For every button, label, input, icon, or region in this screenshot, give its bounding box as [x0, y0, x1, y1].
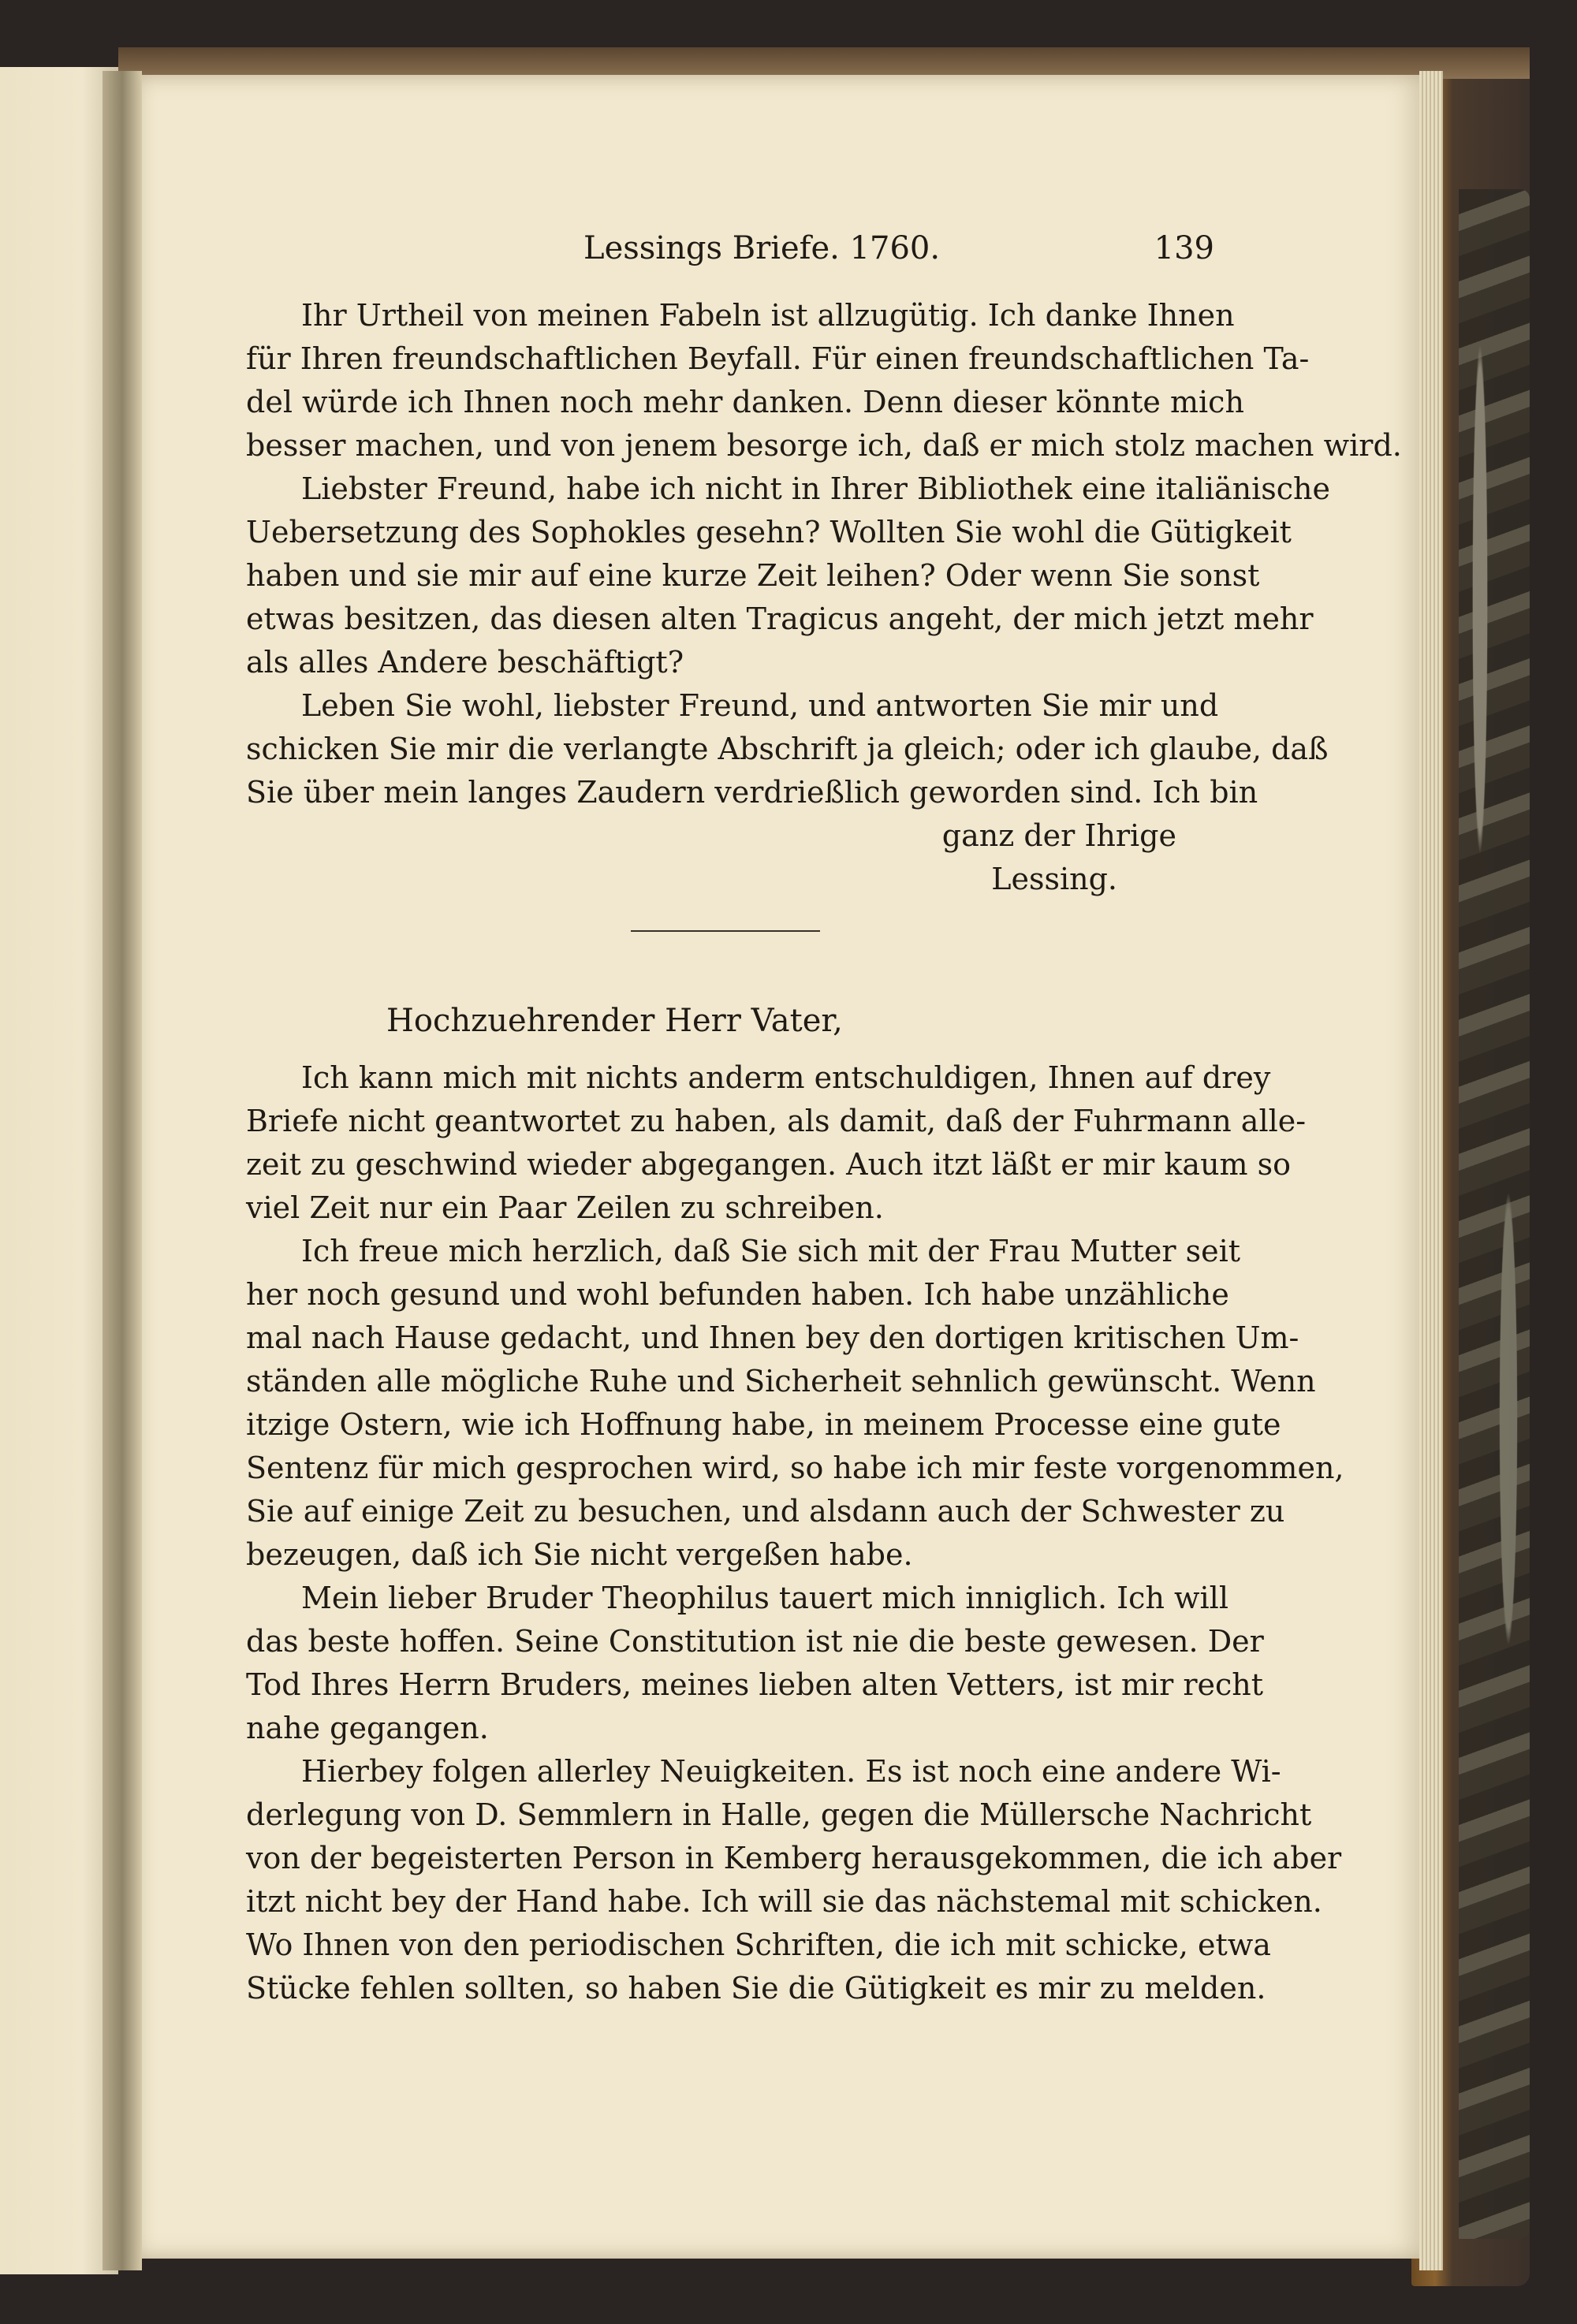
text-line: das beste hoffen. Seine Constitution ist nie die beste gewesen. Der: [246, 1624, 1264, 1659]
marbled-board: [1459, 189, 1530, 2239]
signature: Lessing.: [991, 862, 1117, 896]
text-line: Liebster Freund, habe ich nicht in Ihrer Bibliothek eine italiänische: [301, 471, 1331, 506]
gutter: [103, 71, 142, 2270]
text-line: Tod Ihres Herrn Bruders, meines lieben alten Vetters, ist mir recht: [246, 1667, 1264, 1702]
book-top-edge: [118, 47, 1530, 79]
page-edges: [1419, 71, 1443, 2270]
text-line: Briefe nicht geantwortet zu haben, als damit, daß der Fuhrmann alle-: [246, 1104, 1307, 1138]
separator-rule: [631, 930, 820, 932]
text-line: Ihr Urtheil von meinen Fabeln ist allzugütig. Ich danke Ihnen: [301, 298, 1235, 333]
text-line: für Ihren freundschaftlichen Beyfall. Für einen freundschaftlichen Ta-: [246, 341, 1310, 376]
salutation: Hochzuehrender Herr Vater,: [386, 1003, 843, 1039]
text-line: als alles Andere beschäftigt?: [246, 645, 684, 680]
text-line: mal nach Hause gedacht, und Ihnen bey den dortigen kritischen Um-: [246, 1320, 1299, 1355]
running-title: Lessings Briefe. 1760.: [583, 230, 941, 266]
closing: ganz der Ihrige: [941, 818, 1176, 853]
text-line: Leben Sie wohl, liebster Freund, und antworten Sie mir und: [301, 688, 1219, 723]
text-line: Sie über mein langes Zaudern verdrießlich geworden sind. Ich bin: [246, 775, 1258, 810]
text-line: del würde ich Ihnen noch mehr danken. Denn dieser könnte mich: [246, 385, 1244, 419]
text-line: her noch gesund und wohl befunden haben. Ich habe unzähliche: [246, 1277, 1229, 1312]
text-line: ständen alle mögliche Ruhe und Sicherheit sehnlich gewünscht. Wenn: [246, 1364, 1316, 1398]
text-line: itzt nicht bey der Hand habe. Ich will sie das nächstemal mit schicken.: [246, 1884, 1322, 1919]
text-line: derlegung von D. Semmlern in Halle, gegen die Müllersche Nachricht: [246, 1797, 1312, 1832]
text-line: Stücke fehlen sollten, so haben Sie die Gütigkeit es mir zu melden.: [246, 1971, 1266, 2006]
text-line: schicken Sie mir die verlangte Abschrift ja gleich; oder ich glaube, daß: [246, 732, 1329, 766]
running-header: [583, 230, 1214, 266]
text-line: besser machen, und von jenem besorge ich, daß er mich stolz machen wird.: [246, 428, 1402, 463]
text-line: Uebersetzung des Sophokles gesehn? Wollten Sie wohl die Gütigkeit: [246, 515, 1292, 549]
text-line: itzige Ostern, wie ich Hoffnung habe, in meinem Processe eine gute: [246, 1407, 1281, 1442]
text-line: Sie auf einige Zeit zu besuchen, und alsdann auch der Schwester zu: [246, 1494, 1285, 1529]
text-line: zeit zu geschwind wieder abgegangen. Auch itzt läßt er mir kaum so: [246, 1147, 1292, 1182]
text-line: von der begeisterten Person in Kemberg herausgekommen, die ich aber: [246, 1841, 1342, 1875]
text-line: bezeugen, daß ich Sie nicht vergeßen habe.: [246, 1537, 913, 1572]
left-page: [0, 67, 118, 2274]
text-line: viel Zeit nur ein Paar Zeilen zu schreiben.: [246, 1190, 884, 1225]
text-line: etwas besitzen, das diesen alten Tragicus angeht, der mich jetzt mehr: [246, 601, 1314, 636]
text-line: Hierbey folgen allerley Neuigkeiten. Es ist noch eine andere Wi-: [301, 1754, 1281, 1789]
text-line: Ich kann mich mit nichts anderm entschuldigen, Ihnen auf drey: [301, 1060, 1271, 1095]
text-line: Ich freue mich herzlich, daß Sie sich mit der Frau Mutter seit: [301, 1234, 1241, 1268]
text-line: nahe gegangen.: [246, 1711, 489, 1745]
text-line: haben und sie mir auf eine kurze Zeit leihen? Oder wenn Sie sonst: [246, 558, 1260, 593]
text-line: Mein lieber Bruder Theophilus tauert mich inniglich. Ich will: [301, 1581, 1228, 1615]
text-line: Sentenz für mich gesprochen wird, so habe ich mir feste vorgenommen,: [246, 1451, 1344, 1485]
page-number: 139: [1154, 230, 1214, 266]
text-line: Wo Ihnen von den periodischen Schriften, die ich mit schicke, etwa: [246, 1927, 1271, 1962]
